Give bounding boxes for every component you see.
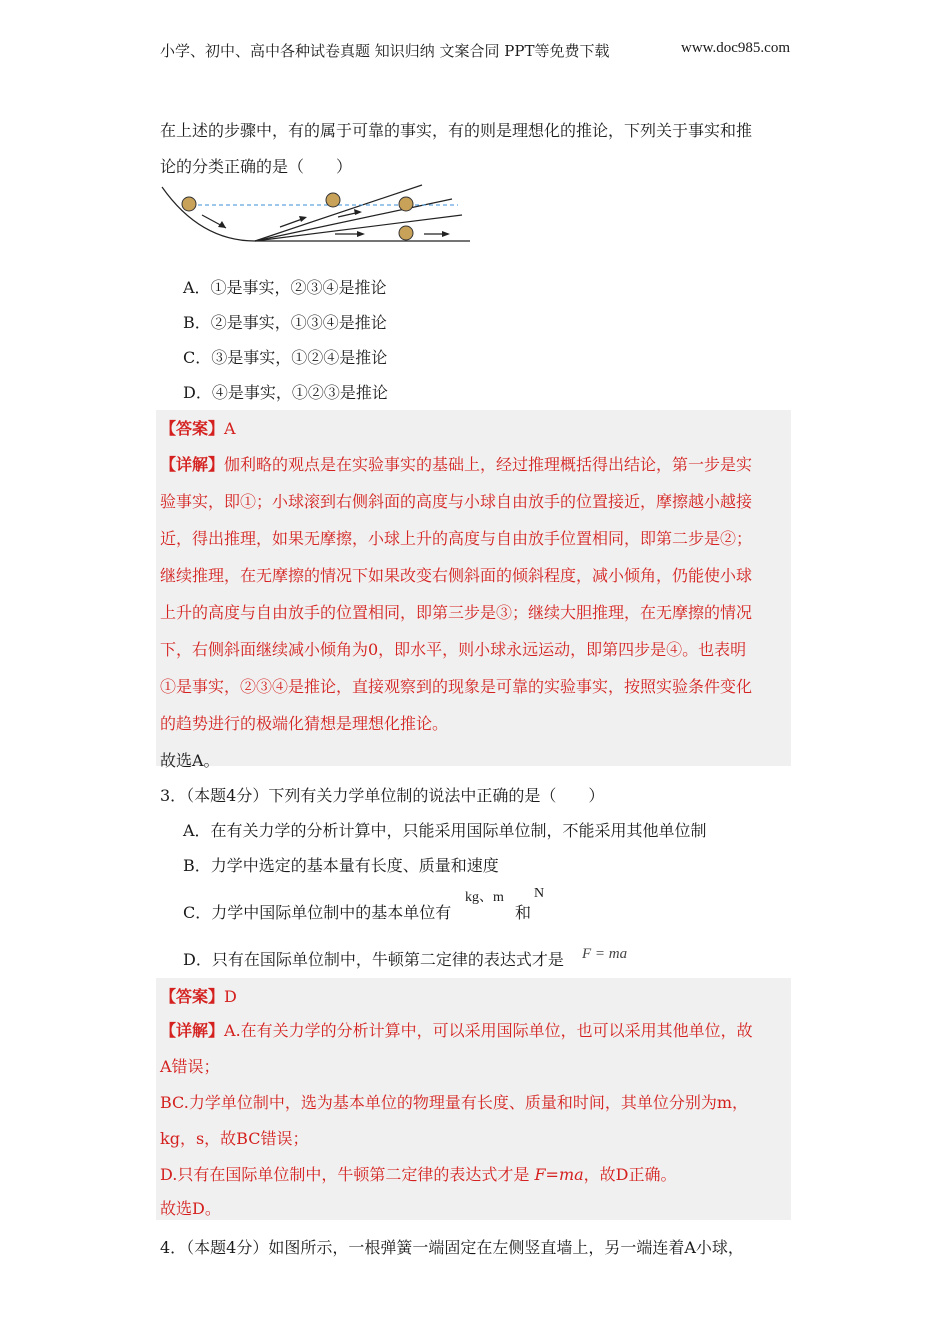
- header-text: 小学、初中、高中各种试卷真题 知识归纳 文案合同 PPT等免费下载: [160, 42, 610, 60]
- q2-detail-line8: 的趋势进行的极端化猜想是理想化推论。: [160, 714, 449, 733]
- q2-detail-line4: 继续推理，在无摩擦的情况下如果改变右侧斜面的倾斜程度，减小倾角，仍能使小球: [160, 566, 753, 585]
- q3-option-a: A．在有关力学的分析计算中，只能采用国际单位制，不能采用其他单位制: [183, 821, 707, 840]
- q2-detail-line7: ①是事实，②③④是推论，直接观察到的现象是可靠的实验事实，按照实验条件变化: [160, 677, 753, 696]
- q2-detail-line5: 上升的高度与自由放手的位置相同，即第三步是③；继续大胆推理，在无摩擦的情况: [160, 603, 753, 622]
- q2-detail-line6: 下，右侧斜面继续减小倾角为0，即水平，则小球永远运动，即第四步是④。也表明: [160, 640, 747, 659]
- q3-detail-line5: [160, 1162, 677, 1185]
- q3-answer-box: [156, 978, 791, 1220]
- q2-answer-box: [156, 410, 791, 770]
- q2-detail-line2: 验事实，即①；小球滚到右侧斜面的高度与小球自由放手的位置接近，摩擦越小越接: [160, 492, 753, 511]
- q2-detail-text-1: 伽利略的观点是在实验事实的基础上，经过推理概括得出结论，第一步是实: [224, 455, 753, 474]
- q3-stem: 3．（本题4分）下列有关力学单位制的说法中正确的是（ ）: [160, 786, 605, 805]
- q3-option-c-units1: kg、m: [465, 890, 504, 905]
- ball-medium: [399, 197, 413, 211]
- q3-detail-text-1: A.在有关力学的分析计算中，可以采用国际单位，也可以采用其他单位，故: [224, 1021, 753, 1040]
- page-header: [160, 40, 790, 61]
- q2-option-b: B．②是事实，①③④是推论: [183, 313, 387, 332]
- q2-answer: [160, 416, 236, 439]
- q2-detail-label: 【详解】: [160, 455, 225, 474]
- q3-detail-line3: BC.力学单位制中，选为基本单位的物理量有长度、质量和时间，其单位分别为m，: [160, 1093, 748, 1112]
- q3-detail-label: 【详解】: [160, 1021, 225, 1040]
- ball-steep: [326, 193, 340, 207]
- q3-answer: [160, 984, 237, 1007]
- q2-conclusion: 故选A。: [160, 751, 220, 770]
- q3-detail-text-5c: ，故D正确。: [583, 1165, 677, 1184]
- header-url[interactable]: www.doc985.com: [680, 40, 790, 56]
- incline-steep: [255, 185, 422, 241]
- q2-option-a: A．①是事实，②③④是推论: [183, 278, 387, 297]
- q2-option-c: C．③是事实，①②④是推论: [183, 348, 388, 367]
- q2-stem-line1: 在上述的步骤中，有的属于可靠的事实，有的则是理想化的推论，下列关于事实和推: [160, 121, 753, 140]
- q3-option-b: B．力学中选定的基本量有长度、质量和速度: [183, 856, 499, 875]
- q3-option-c-units2: N: [534, 886, 545, 901]
- q3-answer-label: 【答案】: [160, 987, 225, 1006]
- q3-option-c-and: 和: [515, 903, 532, 922]
- q3-option-d: D．只有在国际单位制中，牛顿第二定律的表达式才是: [183, 950, 564, 969]
- ball-flat: [399, 226, 413, 240]
- q3-detail-text-5a: D.只有在国际单位制中，牛顿第二定律的表达式才是: [160, 1165, 535, 1184]
- galileo-incline-figure: [160, 183, 472, 245]
- q2-option-d: D．④是事实，①②③是推论: [183, 383, 388, 402]
- q3-detail-line4: kg，s，故BC错误；: [160, 1129, 309, 1148]
- q2-stem-line2: 论的分类正确的是（ ）: [160, 157, 353, 176]
- q3-option-c: C．力学中国际单位制中的基本单位有: [183, 903, 452, 922]
- q3-option-d-formula: F = ma: [582, 946, 628, 962]
- ball-start: [182, 197, 196, 211]
- q3-detail-formula: F=ma: [534, 1165, 584, 1184]
- q3-answer-value: D: [224, 987, 237, 1006]
- q2-answer-label: 【答案】: [160, 419, 225, 438]
- q4-stem: 4．（本题4分）如图所示，一根弹簧一端固定在左侧竖直墙上，另一端连着A小球，: [160, 1238, 744, 1257]
- q2-detail-line3: 近，得出推理，如果无摩擦，小球上升的高度与自由放手位置相同，即第二步是②；: [160, 529, 753, 548]
- q2-answer-value: A: [224, 419, 236, 438]
- curved-slope: [162, 187, 255, 241]
- q3-detail-line1: [160, 1018, 753, 1041]
- q3-conclusion: 故选D。: [160, 1199, 221, 1218]
- q3-detail-line2: A错误；: [160, 1057, 220, 1076]
- q2-detail-line1: [160, 452, 752, 475]
